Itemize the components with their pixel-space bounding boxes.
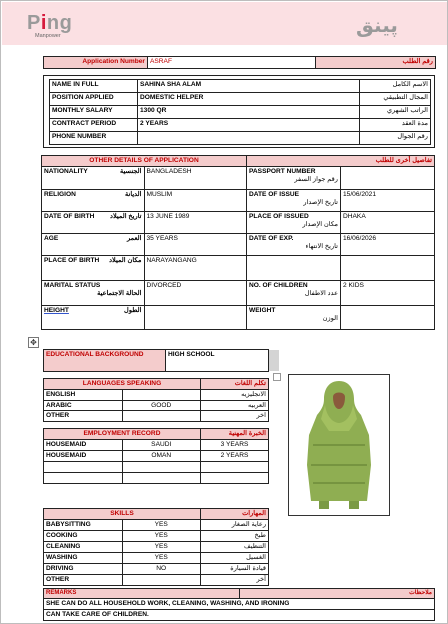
info-label-ar <box>360 132 431 145</box>
employment-years[interactable] <box>201 473 269 484</box>
info-label: POSITION APPLIED <box>50 93 138 106</box>
other-value-right[interactable] <box>341 306 435 330</box>
other-label-en: DATE OF BIRTH <box>44 213 95 220</box>
info-label-ar-ar: الاسم الكامل <box>392 81 428 88</box>
other-value-left[interactable]: DIVORCED <box>144 281 247 306</box>
employment-country[interactable]: OMAN <box>122 451 201 462</box>
skill-name-ar <box>201 542 269 553</box>
languages-title: LANGUAGES SPEAKING <box>44 379 201 390</box>
employment-years[interactable]: 2 YEARS <box>201 451 269 462</box>
education-table <box>43 349 269 372</box>
skill-name-ar-ar: طبخ <box>254 532 266 539</box>
other-label-en: PLACE OF ISSUED <box>249 213 309 220</box>
skill-name: CLEANING <box>44 542 123 553</box>
info-label-ar-ar: مدة العقد <box>401 120 428 127</box>
employment-table <box>43 428 269 484</box>
skills-table <box>43 508 269 586</box>
skill-name-ar-ar: قيادة السيارة <box>230 565 266 572</box>
other-label-left <box>42 167 145 190</box>
language-row <box>44 411 269 422</box>
remarks-label-ar: ملاحظات <box>409 590 432 596</box>
skill-value[interactable]: YES <box>122 542 201 553</box>
other-label-left <box>42 281 145 306</box>
language-name: ENGLISH <box>44 390 123 401</box>
skill-name-ar <box>201 564 269 575</box>
applicant-figure <box>289 375 389 515</box>
education-label: EDUCATIONAL BACKGROUND <box>44 350 166 372</box>
other-label-ar: تاريخ الانتهاء <box>305 242 338 250</box>
language-name-ar <box>201 400 269 411</box>
skill-name: DRIVING <box>44 564 123 575</box>
info-label: CONTRACT PERIOD <box>50 119 138 132</box>
employment-job[interactable] <box>44 462 123 473</box>
language-name-ar-ar: اخر <box>256 412 266 420</box>
other-label-left <box>42 190 145 212</box>
other-value-right[interactable] <box>341 167 435 190</box>
language-level[interactable] <box>122 390 201 401</box>
ping-logo: Ping <box>27 12 73 34</box>
app-number-label-ar: رقم الطلب <box>402 58 433 65</box>
info-row <box>50 93 431 106</box>
remarks-line-1[interactable]: SHE CAN DO ALL HOUSEHOLD WORK, CLEANING, WASHING, AND IRONING <box>44 599 435 610</box>
logo-subtitle: Manpower <box>35 33 61 39</box>
other-label-ar: العمر <box>127 235 142 242</box>
skill-name-ar <box>201 553 269 564</box>
employment-row <box>44 440 269 451</box>
skill-row <box>44 553 269 564</box>
skill-name: COOKING <box>44 531 123 542</box>
info-label-ar <box>360 80 431 93</box>
info-label: PHONE NUMBER <box>50 132 138 145</box>
info-row <box>50 106 431 119</box>
other-row <box>42 256 435 281</box>
remarks-line-2[interactable]: CAN TAKE CARE OF CHILDREN. <box>44 610 435 621</box>
arabic-logo: پينق <box>356 13 398 37</box>
other-label-en: AGE <box>44 235 59 242</box>
other-label-right <box>247 190 341 212</box>
language-name-ar <box>201 411 269 422</box>
skill-name-ar-ar: التنظيف <box>243 543 266 550</box>
language-name: OTHER <box>44 411 123 422</box>
info-label-ar <box>360 119 431 132</box>
remarks-label: REMARKS <box>44 589 240 599</box>
other-label-left <box>42 212 145 234</box>
info-row <box>50 80 431 93</box>
other-label-ar: الوزن <box>322 314 338 322</box>
skill-row <box>44 564 269 575</box>
other-label-en: NATIONALITY <box>44 168 88 175</box>
skills-title: SKILLS <box>44 509 201 520</box>
other-row <box>42 212 435 234</box>
language-level[interactable] <box>122 411 201 422</box>
skill-row <box>44 531 269 542</box>
other-label-ar: تاريخ الإصدار <box>303 198 338 206</box>
language-name-ar <box>201 390 269 401</box>
skill-name: WASHING <box>44 553 123 564</box>
other-label-left <box>42 234 145 256</box>
other-label-en: RELIGION <box>44 191 76 198</box>
other-label-ar: رقم جواز السفر <box>294 175 338 183</box>
skill-name-ar-ar: آخر <box>256 576 266 583</box>
other-details-title: OTHER DETAILS OF APPLICATION <box>42 156 247 167</box>
skill-row <box>44 520 269 531</box>
other-label-en: WEIGHT <box>249 307 276 314</box>
language-level[interactable]: GOOD <box>122 400 201 411</box>
skill-name: BABYSITTING <box>44 520 123 531</box>
other-label-en: HEIGHT <box>44 307 69 314</box>
employment-country[interactable] <box>122 462 201 473</box>
other-label-ar: عدد الاطفال <box>304 289 338 297</box>
other-value-right[interactable]: 15/06/2021 <box>341 190 435 212</box>
other-label-left <box>42 306 145 330</box>
employment-country[interactable] <box>122 473 201 484</box>
other-value-right[interactable]: 2 KIDS <box>341 281 435 306</box>
other-row <box>42 281 435 306</box>
applicant-photo <box>288 374 390 516</box>
other-label-en: DATE OF EXP. <box>249 235 294 242</box>
other-row <box>42 190 435 212</box>
employment-job[interactable]: HOUSEMAID <box>44 451 123 462</box>
languages-table <box>43 378 269 422</box>
info-label-ar-ar: الراتب الشهري <box>386 107 428 114</box>
resize-handle-icon[interactable] <box>273 373 281 381</box>
other-row <box>42 234 435 256</box>
language-row <box>44 400 269 411</box>
employment-title: EMPLOYMENT RECORD <box>44 429 201 440</box>
remarks-table <box>43 588 435 621</box>
language-name: ARABIC <box>44 400 123 411</box>
employment-country[interactable]: SAUDI <box>122 440 201 451</box>
other-details-title-ar: تفاصيل أخرى للطلب <box>375 157 432 164</box>
employment-job[interactable] <box>44 473 123 484</box>
other-label-ar: الديانة <box>124 191 142 198</box>
other-value-left[interactable]: 35 YEARS <box>144 234 247 256</box>
other-label-ar: مكان الإصدار <box>302 220 338 228</box>
other-value-left[interactable] <box>144 306 247 330</box>
cell-shade <box>269 350 279 371</box>
other-label-ar: الحالة الاجتماعية <box>97 289 142 297</box>
other-label-ar: الجنسية <box>120 168 142 175</box>
other-details-table <box>41 155 435 330</box>
info-row <box>50 132 431 145</box>
employment-job[interactable]: HOUSEMAID <box>44 440 123 451</box>
employment-row <box>44 473 269 484</box>
skill-row <box>44 542 269 553</box>
other-label-right <box>247 234 341 256</box>
info-value[interactable]: 1300 QR <box>138 106 360 119</box>
other-label-en: NO. OF CHILDREN <box>249 282 308 289</box>
languages-title-ar: تكلم اللغات <box>234 380 266 387</box>
other-label-right <box>247 306 341 330</box>
skill-value[interactable]: YES <box>122 553 201 564</box>
app-number-label: Application Number <box>44 57 148 69</box>
other-label-right <box>247 167 341 190</box>
skill-value[interactable]: NO <box>122 564 201 575</box>
employment-row <box>44 451 269 462</box>
other-label-right <box>247 256 341 281</box>
other-label-en: PLACE OF BIRTH <box>44 257 100 264</box>
info-label: NAME IN FULL <box>50 80 138 93</box>
skill-name-ar <box>201 531 269 542</box>
info-value[interactable]: 2 YEARS <box>138 119 360 132</box>
application-number-table <box>43 56 436 69</box>
info-value[interactable] <box>138 132 360 145</box>
info-value[interactable]: DOMESTIC HELPER <box>138 93 360 106</box>
skill-name-ar-ar: رعاية الصغار <box>231 521 266 528</box>
other-label-en: PASSPORT NUMBER <box>249 168 316 175</box>
language-name-ar-ar: العربيه <box>247 401 266 409</box>
other-label-left <box>42 256 145 281</box>
other-row <box>42 306 435 330</box>
other-label-ar: مكان الميلاد <box>109 257 142 264</box>
skill-name-ar <box>201 575 269 586</box>
other-value-right[interactable]: DHAKA <box>341 212 435 234</box>
other-value-left[interactable]: NARAYANGANG <box>144 256 247 281</box>
skills-title-ar: المهارات <box>242 510 266 517</box>
move-handle-icon[interactable]: ✥ <box>28 337 39 348</box>
education-value[interactable]: HIGH SCHOOL <box>166 350 269 372</box>
employment-years[interactable] <box>201 462 269 473</box>
skill-value[interactable]: YES <box>122 531 201 542</box>
skill-value[interactable]: YES <box>122 520 201 531</box>
other-value-right[interactable]: 16/06/2026 <box>341 234 435 256</box>
other-label-en: DATE OF ISSUE <box>249 191 300 198</box>
info-label-ar <box>360 93 431 106</box>
other-value-left[interactable]: MUSLIM <box>144 190 247 212</box>
info-value[interactable]: SAHINA SHA ALAM <box>138 80 360 93</box>
employment-title-ar: الخبرة المهنية <box>228 430 266 437</box>
skill-name-ar-ar: الغسيل <box>246 554 266 561</box>
skill-value[interactable] <box>122 575 201 586</box>
employment-row <box>44 462 269 473</box>
app-number-value[interactable]: ASRAF <box>148 57 316 69</box>
other-value-right[interactable] <box>341 256 435 281</box>
skill-name: OTHER <box>44 575 123 586</box>
employment-years[interactable]: 3 YEARS <box>201 440 269 451</box>
info-label-ar <box>360 106 431 119</box>
skill-name-ar <box>201 520 269 531</box>
other-row <box>42 167 435 190</box>
info-row <box>50 119 431 132</box>
info-label-ar-ar: المجال التطبيقي <box>383 94 428 101</box>
language-name-ar-ar: الانجليزيه <box>241 391 266 398</box>
language-row <box>44 390 269 401</box>
other-value-left[interactable]: 13 JUNE 1989 <box>144 212 247 234</box>
info-label-ar-ar: رقم الجوال <box>397 133 428 140</box>
skill-row <box>44 575 269 586</box>
other-value-left[interactable]: BANGLADESH <box>144 167 247 190</box>
info-label: MONTHLY SALARY <box>50 106 138 119</box>
other-label-ar: تاريخ الميلاد <box>110 213 142 220</box>
personal-info-table <box>49 79 431 145</box>
other-label-en: MARITAL STATUS <box>44 282 101 289</box>
other-label-right <box>247 281 341 306</box>
other-label-ar: الطول <box>124 307 142 314</box>
other-label-right <box>247 212 341 234</box>
